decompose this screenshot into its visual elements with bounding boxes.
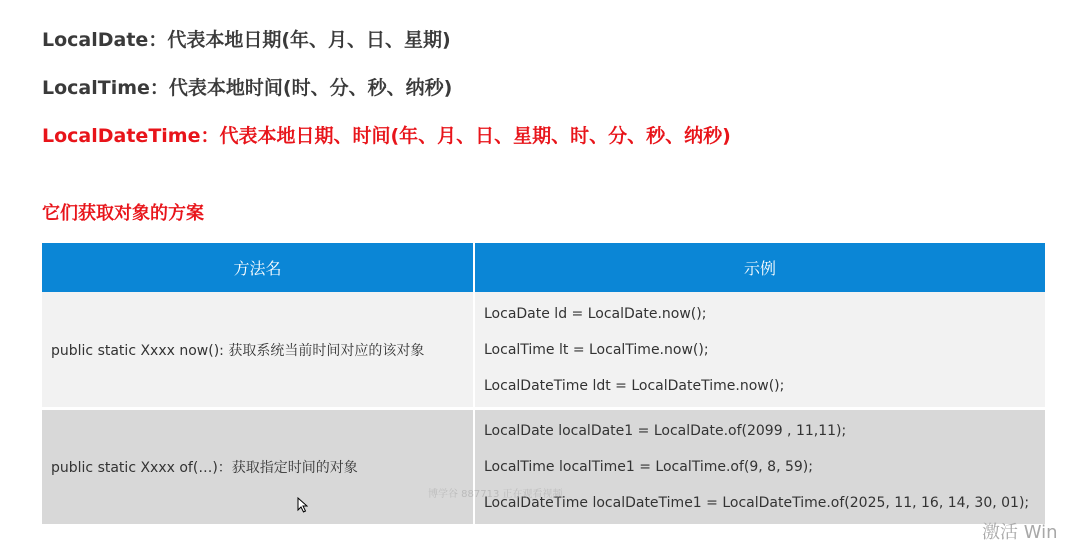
table-row	[42, 409, 1045, 525]
examples-cell	[474, 409, 1045, 525]
table-row	[42, 292, 1045, 409]
localtime-line: LocalTime：代表本地时间(时、分、秒、纳秒)	[42, 77, 453, 99]
example-line: LocalTime lt = LocalTime.now();	[484, 341, 709, 358]
activate-windows-text: 激活 Win	[982, 522, 1058, 543]
example-line: LocalTime localTime1 = LocalTime.of(9, 8, 59);	[484, 459, 813, 475]
watermark-text: 博学谷 887713 正在观看视频	[428, 489, 563, 500]
mouse-cursor-icon	[297, 497, 308, 513]
column-header-method: 方法名	[42, 243, 474, 292]
method-cell: public static Xxxx now(): 获取系统当前时间对应的该对象	[42, 292, 474, 409]
example-line: LocaDate ld = LocalDate.now();	[484, 305, 707, 322]
examples-cell	[474, 292, 1045, 409]
example-line: LocalDate localDate1 = LocalDate.of(2099 , 11,11);	[484, 423, 847, 439]
localdate-line: LocalDate：代表本地日期(年、月、日、星期)	[42, 29, 451, 51]
column-header-example: 示例	[474, 243, 1045, 292]
example-line: LocalDateTime localDateTime1 = LocalDateTime.of(2025, 11, 16, 14, 30, 01);	[484, 495, 1030, 511]
localdatetime-line: LocalDateTime：代表本地日期、时间(年、月、日、星期、时、分、秒、纳秒)	[42, 125, 731, 147]
table-header-row	[42, 243, 1045, 292]
method-cell: public static Xxxx of(…)：获取指定时间的对象	[42, 409, 474, 525]
example-line: LocalDateTime ldt = LocalDateTime.now();	[484, 377, 785, 394]
section-heading: 它们获取对象的方案	[42, 203, 204, 224]
methods-table	[42, 243, 1045, 524]
